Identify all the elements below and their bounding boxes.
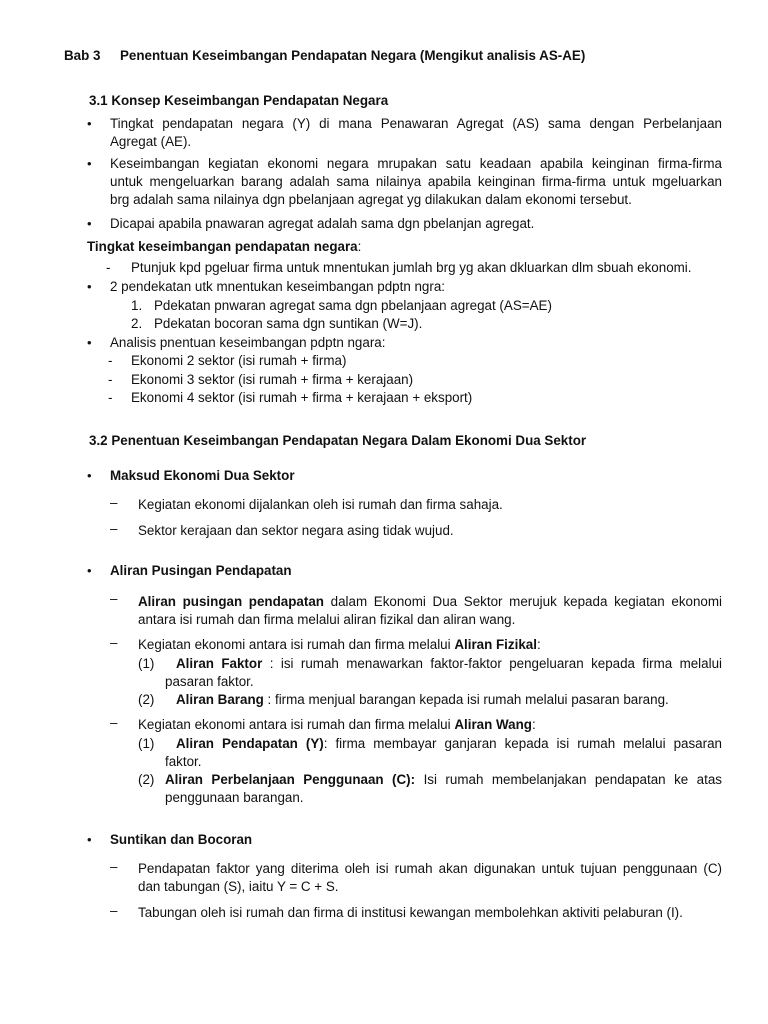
- bullet-icon: •: [87, 279, 92, 294]
- dash-icon: –: [110, 521, 118, 536]
- tingkat-colon: :: [357, 239, 362, 254]
- paragraph-line: [176, 735, 722, 753]
- aliran-heading: Aliran Pusingan Pendapatan: [110, 563, 292, 578]
- bullet-icon: •: [87, 116, 92, 131]
- section-3-1-heading: 3.1 Konsep Keseimbangan Pendapatan Negara: [89, 93, 389, 108]
- paragraph-line: 2 pendekatan utk mnentukan keseimbangan pdptn ngra:: [110, 279, 446, 294]
- list-item: Pdekatan bocoran sama dgn suntikan (W=J).: [154, 316, 423, 331]
- aliran-faktor-bold: Aliran Faktor: [176, 656, 263, 671]
- aliran-barang-rest: : firma menjual barangan kepada isi rumah melalui pasaran barang.: [263, 692, 669, 707]
- dash-icon: -: [108, 390, 113, 405]
- list-number: (2): [138, 692, 155, 707]
- aliran-pendapatan-rest: : firma membayar ganjaran kepada isi rumah melalui pasaran: [323, 736, 722, 751]
- list-item: Kegiatan ekonomi dijalankan oleh isi rumah dan firma sahaja.: [138, 497, 503, 512]
- bullet-icon: •: [87, 468, 92, 483]
- list-item: Pdekatan pnwaran agregat sama dgn pbelanjaan agregat (AS=AE): [154, 298, 552, 313]
- list-item: Ekonomi 3 sektor (isi rumah + firma + kerajaan): [131, 372, 414, 387]
- paragraph-line: Keseimbangan kegiatan ekonomi negara mrupakan satu keadaan apabila keinginan firma-firma: [110, 156, 722, 171]
- dash-icon: –: [110, 859, 118, 874]
- paragraph-line: [176, 655, 722, 673]
- list-item: Sektor kerajaan dan sektor negara asing tidak wujud.: [138, 523, 454, 538]
- aliran-wang-bold: Aliran Wang: [454, 717, 532, 732]
- list-number: 1.: [131, 298, 143, 313]
- dash-icon: -: [106, 260, 111, 275]
- paragraph-line: antara isi rumah dan firma melalui aliran fizikal dan aliran wang.: [138, 612, 516, 627]
- list-item: Ekonomi 2 sektor (isi rumah + firma): [131, 353, 347, 368]
- paragraph-line: dan tabungan (S), iaitu Y = C + S.: [138, 879, 339, 894]
- dash-icon: -: [108, 372, 113, 387]
- aliran-fizikal-colon: :: [536, 637, 541, 652]
- dash-icon: –: [110, 591, 118, 606]
- paragraph-line: [165, 771, 722, 789]
- aliran-fizikal-pre: Kegiatan ekonomi antara isi rumah dan firma melalui: [138, 637, 455, 652]
- aliran-fizikal-bold: Aliran Fizikal: [454, 637, 537, 652]
- paragraph-line: Ptunjuk kpd pgeluar firma untuk mnentukan jumlah brg yg akan dkluarkan dlm sbuah ekonomi.: [131, 260, 692, 275]
- maksud-heading: Maksud Ekonomi Dua Sektor: [110, 468, 295, 483]
- tingkat-heading: [87, 238, 361, 256]
- tingkat-label: Tingkat keseimbangan pendapatan negara: [87, 239, 358, 254]
- paragraph-line: brg adalah sama nilainya dgn pbelanjaan agregat yg dilakukan dalam ekonomi tersebut.: [110, 192, 632, 207]
- paragraph-line: Dicapai apabila pnawaran agregat adalah sama dgn pbelanjan agregat.: [110, 216, 535, 231]
- paragraph-line: [138, 636, 541, 654]
- dash-icon: –: [110, 715, 118, 730]
- bullet-icon: •: [87, 335, 92, 350]
- chapter-number: Bab 3: [64, 48, 101, 63]
- list-number: (1): [138, 736, 155, 751]
- aliran-wang-pre: Kegiatan ekonomi antara isi rumah dan firma melalui: [138, 717, 455, 732]
- aliran-pusingan-rest: dalam Ekonomi Dua Sektor merujuk kepada kegiatan ekonomi: [323, 594, 722, 609]
- chapter-title: Penentuan Keseimbangan Pendapatan Negara (Mengikut analisis AS-AE): [120, 48, 586, 63]
- aliran-wang-colon: :: [531, 717, 536, 732]
- aliran-barang-bold: Aliran Barang: [176, 692, 264, 707]
- bullet-icon: •: [87, 156, 92, 171]
- dash-icon: –: [110, 635, 118, 650]
- list-number: (2): [138, 772, 155, 787]
- aliran-perbelanjaan-rest: Isi rumah membelanjakan pendapatan ke atas: [415, 772, 722, 787]
- paragraph-line: Agregat (AE).: [110, 134, 192, 149]
- list-number: 2.: [131, 316, 143, 331]
- dash-icon: -: [108, 353, 113, 368]
- suntikan-heading: Suntikan dan Bocoran: [110, 832, 253, 847]
- dash-icon: –: [110, 903, 118, 918]
- section-3-2-heading: 3.2 Penentuan Keseimbangan Pendapatan Negara Dalam Ekonomi Dua Sektor: [89, 433, 587, 448]
- paragraph-line: penggunaan barangan.: [165, 790, 304, 805]
- list-item: Ekonomi 4 sektor (isi rumah + firma + kerajaan + eksport): [131, 390, 473, 405]
- aliran-pusingan-bold: Aliran pusingan pendapatan: [138, 594, 324, 609]
- paragraph-line: untuk mengeluarkan barang adalah sama nilainya apabila keinginan firma-firma untuk mgeluarkan: [110, 174, 722, 189]
- paragraph-line: pasaran faktor.: [165, 674, 254, 689]
- bullet-icon: •: [87, 832, 92, 847]
- bullet-icon: •: [87, 216, 92, 231]
- paragraph-line: Analisis pnentuan keseimbangan pdptn ngara:: [110, 335, 386, 350]
- paragraph-line: Tabungan oleh isi rumah dan firma di institusi kewangan membolehkan aktiviti pelaburan (I).: [138, 905, 683, 920]
- list-number: (1): [138, 656, 155, 671]
- dash-icon: –: [110, 495, 118, 510]
- aliran-perbelanjaan-bold: Aliran Perbelanjaan Penggunaan (C):: [165, 772, 416, 787]
- aliran-faktor-rest: : isi rumah menawarkan faktor-faktor pengeluaran kepada firma melalui: [262, 656, 723, 671]
- paragraph-line: [138, 716, 536, 734]
- paragraph-line: Tingkat pendapatan negara (Y) di mana Penawaran Agregat (AS) sama dengan Perbelanjaan: [110, 116, 722, 131]
- paragraph-line: [138, 593, 722, 611]
- paragraph-line: faktor.: [165, 754, 202, 769]
- paragraph-line: [176, 691, 669, 709]
- paragraph-line: Pendapatan faktor yang diterima oleh isi rumah akan digunakan untuk tujuan penggunaan (C): [138, 861, 722, 876]
- aliran-pendapatan-bold: Aliran Pendapatan (Y): [176, 736, 324, 751]
- bullet-icon: •: [87, 563, 92, 578]
